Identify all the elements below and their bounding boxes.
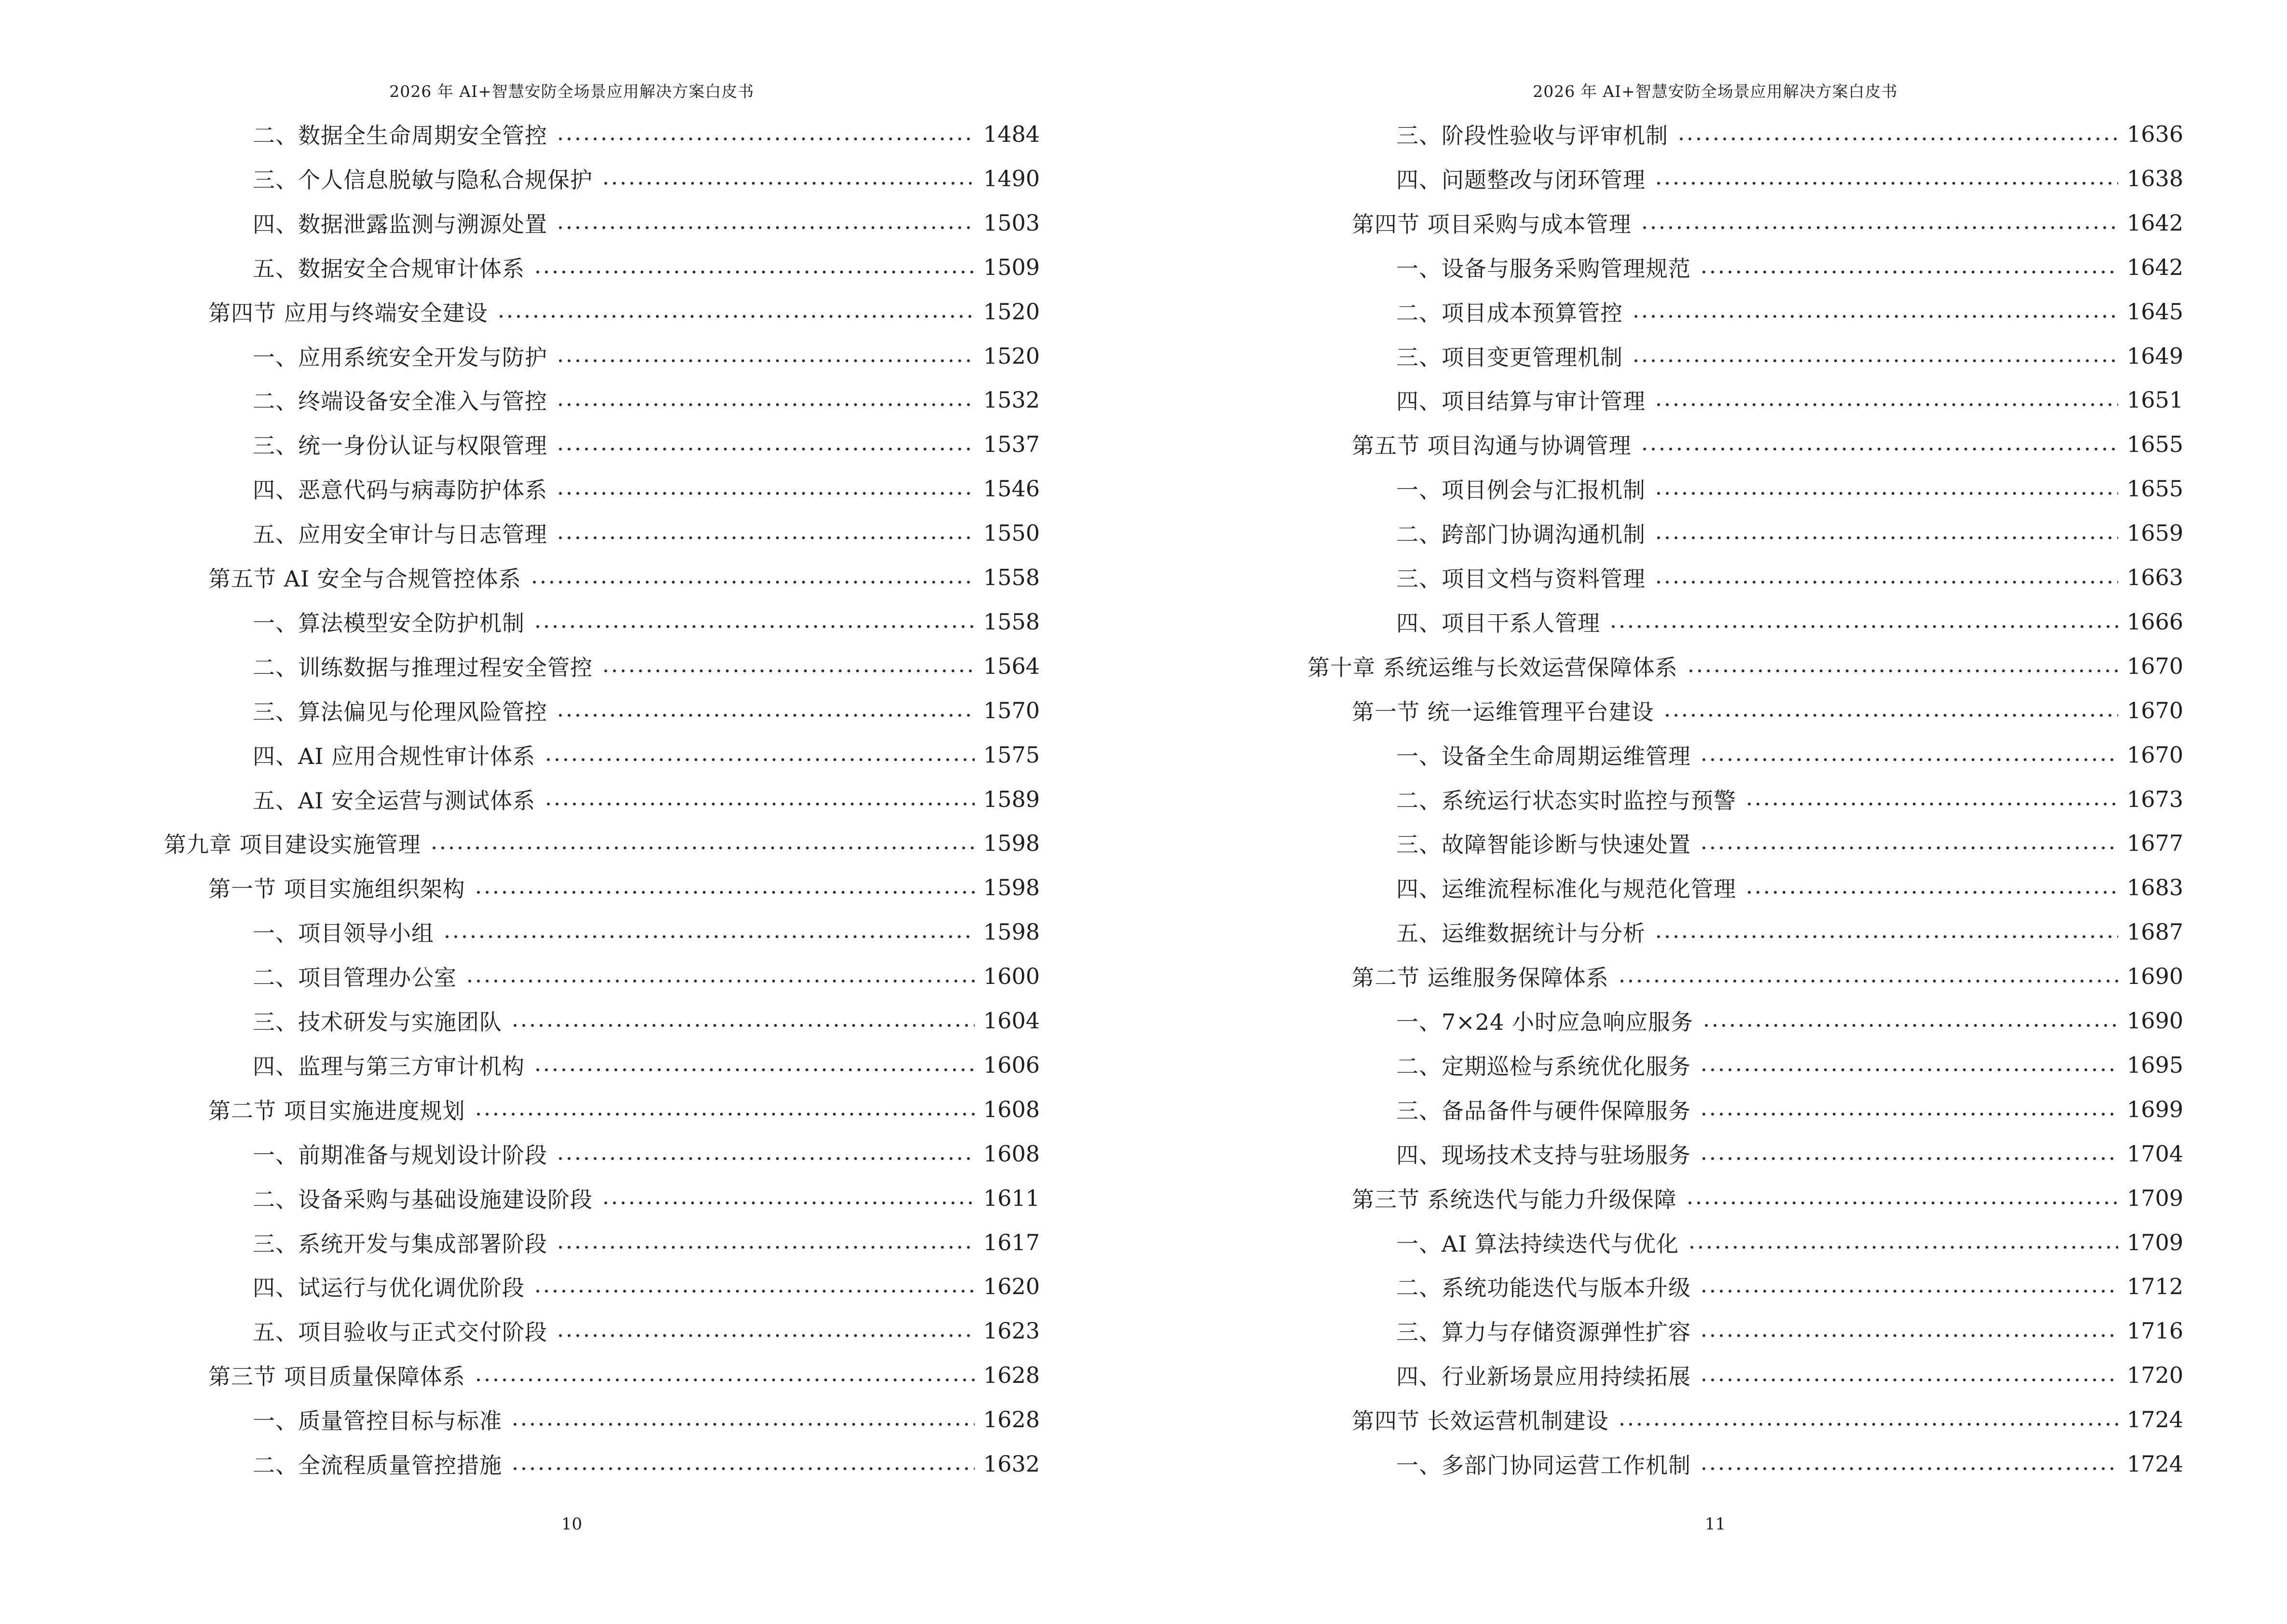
toc-entry — [253, 115, 1040, 153]
toc-entry-title: 三、备品备件与硬件保障服务 — [1396, 1097, 1691, 1124]
toc-entry-page: 1670 — [2126, 653, 2183, 679]
toc-entry-title: 一、多部门协同运营工作机制 — [1396, 1452, 1691, 1478]
toc-entry-page: 1623 — [983, 1318, 1040, 1344]
dot-leader — [556, 1332, 975, 1339]
toc-entry-page: 1600 — [983, 963, 1040, 990]
toc-entry-page: 1550 — [983, 520, 1040, 546]
toc-entry-page: 1628 — [983, 1362, 1040, 1389]
toc-entry-title: 一、设备全生命周期运维管理 — [1396, 743, 1691, 769]
toc-entry-title: 四、问题整改与闭环管理 — [1396, 166, 1646, 193]
toc-entry — [208, 1356, 1040, 1394]
toc-entry-page: 1558 — [983, 608, 1040, 635]
toc-entry-title: 二、训练数据与推理过程安全管控 — [253, 654, 593, 681]
toc-entry — [1307, 647, 2183, 685]
toc-entry-page: 1673 — [2126, 786, 2183, 812]
toc-entry-title: 三、阶段性验收与评审机制 — [1396, 123, 1668, 149]
toc-entry — [1396, 1090, 2183, 1129]
toc-entry-title: 三、故障智能诊断与快速处置 — [1396, 832, 1691, 858]
toc-entry-page: 1655 — [2126, 476, 2183, 502]
toc-entry-title: 五、AI 安全运营与测试体系 — [253, 787, 536, 814]
toc-entry-title: 四、试运行与优化调优阶段 — [253, 1275, 525, 1301]
toc-entry — [1396, 1046, 2183, 1084]
dot-leader — [1700, 1465, 2118, 1472]
toc-entry — [253, 1267, 1040, 1306]
right-page — [1144, 0, 2287, 1624]
dot-leader — [1700, 1155, 2118, 1162]
toc-entry-title: 第四节 应用与终端安全建设 — [208, 300, 488, 326]
toc-entry-page: 1695 — [2126, 1051, 2183, 1078]
dot-leader — [474, 889, 975, 896]
toc-entry — [253, 1179, 1040, 1217]
dot-leader — [474, 1111, 975, 1118]
toc-entry-title: 第五节 项目沟通与协调管理 — [1352, 433, 1632, 459]
toc-entry — [253, 381, 1040, 419]
toc-entry-page: 1520 — [983, 298, 1040, 325]
toc-entry-title: 二、定期巡检与系统优化服务 — [1396, 1053, 1691, 1079]
running-header: 2026 年 AI+智慧安防全场景应用解决方案白皮书 — [389, 82, 754, 101]
toc-entry-page: 1690 — [2126, 963, 2183, 990]
dot-leader — [1700, 269, 2118, 275]
toc-entry — [253, 691, 1040, 730]
toc-entry-title: 第一节 项目实施组织架构 — [208, 876, 465, 902]
dot-leader — [1632, 313, 2118, 320]
toc-entry-page: 1638 — [2126, 165, 2183, 191]
toc-entry-page: 1606 — [983, 1051, 1040, 1078]
toc-entry-title: 二、系统功能迭代与版本升级 — [1396, 1275, 1691, 1301]
toc-entry — [1352, 691, 2183, 730]
toc-entry-title: 三、项目文档与资料管理 — [1396, 566, 1646, 592]
toc-entry-page: 1632 — [983, 1451, 1040, 1477]
toc-entry — [1396, 736, 2183, 774]
dot-leader — [1700, 1288, 2118, 1295]
toc-entry-page: 1620 — [983, 1273, 1040, 1300]
toc-entry-title: 四、行业新场景应用持续拓展 — [1396, 1364, 1691, 1390]
toc-entry-title: 二、设备采购与基础设施建设阶段 — [253, 1186, 593, 1213]
toc-entry — [1396, 558, 2183, 597]
dot-leader — [1745, 801, 2118, 807]
toc-entry-title: 三、统一身份认证与权限管理 — [253, 433, 547, 459]
toc-entry — [1396, 1445, 2183, 1483]
toc-entry — [1396, 1223, 2183, 1262]
dot-leader — [556, 224, 975, 231]
toc-entry-page: 1670 — [2126, 697, 2183, 723]
toc-entry — [253, 602, 1040, 641]
toc-entry — [1396, 1267, 2183, 1306]
dot-leader — [1663, 712, 2118, 719]
dot-leader — [556, 490, 975, 497]
dot-leader — [1700, 756, 2118, 763]
dot-leader — [1640, 446, 2118, 452]
dot-leader — [1688, 1244, 2118, 1251]
dot-leader — [1618, 978, 2118, 984]
toc-entry-page: 1655 — [2126, 431, 2183, 458]
toc-entry — [253, 248, 1040, 287]
dot-leader — [1654, 401, 2118, 408]
dot-leader — [533, 1066, 975, 1073]
toc-entry-title: 第二节 项目实施进度规划 — [208, 1097, 465, 1124]
toc-entry-page: 1611 — [983, 1185, 1040, 1211]
toc-entry-title: 第五节 AI 安全与合规管控体系 — [208, 566, 521, 592]
toc-entry — [1352, 957, 2183, 996]
toc-entry-page: 1608 — [983, 1096, 1040, 1122]
toc-entry-page: 1642 — [2126, 209, 2183, 236]
toc-entry-page: 1564 — [983, 653, 1040, 679]
toc-entry — [253, 913, 1040, 951]
toc-entry-title: 二、数据全生命周期安全管控 — [253, 123, 547, 149]
toc-entry-title: 四、监理与第三方审计机构 — [253, 1053, 525, 1079]
toc-entry-title: 一、应用系统安全开发与防护 — [253, 344, 547, 370]
toc-entry-page: 1724 — [2126, 1406, 2183, 1433]
toc-entry — [1396, 824, 2183, 862]
toc-entry — [1352, 1400, 2183, 1439]
toc-entry-page: 1598 — [983, 874, 1040, 901]
toc-entry — [1396, 868, 2183, 907]
toc-entry-page: 1724 — [2126, 1451, 2183, 1477]
toc-entry-title: 五、应用安全审计与日志管理 — [253, 521, 547, 548]
dot-leader — [1686, 1200, 2118, 1206]
toc-entry — [253, 1046, 1040, 1084]
toc-entry-title: 一、算法模型安全防护机制 — [253, 610, 525, 636]
toc-entry — [1396, 1356, 2183, 1394]
dot-leader — [601, 668, 975, 674]
dot-leader — [530, 579, 975, 586]
toc-entry — [253, 514, 1040, 552]
dot-leader — [544, 756, 975, 763]
toc-entry-title: 二、系统运行状态实时监控与预警 — [1396, 787, 1736, 814]
dot-leader — [1745, 889, 2118, 896]
dot-leader — [511, 1421, 975, 1428]
toc-entry-page: 1704 — [2126, 1140, 2183, 1167]
toc-entry-page: 1659 — [2126, 520, 2183, 546]
toc-entry-page: 1575 — [983, 741, 1040, 768]
dot-leader — [1700, 1332, 2118, 1339]
dot-leader — [474, 1377, 975, 1383]
dot-leader — [1700, 1111, 2118, 1118]
toc-entry — [1396, 159, 2183, 198]
dot-leader — [556, 357, 975, 364]
toc-entry — [253, 1311, 1040, 1350]
toc-entry — [253, 425, 1040, 464]
toc-entry-page: 1651 — [2126, 387, 2183, 413]
dot-leader — [556, 401, 975, 408]
toc-entry-title: 四、数据泄露监测与溯源处置 — [253, 211, 547, 237]
toc-entry-page: 1720 — [2126, 1362, 2183, 1389]
toc-entry — [253, 647, 1040, 685]
toc-entry-page: 1712 — [2126, 1273, 2183, 1300]
toc-entry-page: 1709 — [2126, 1185, 2183, 1211]
toc-entry — [253, 1223, 1040, 1262]
dot-leader — [465, 978, 975, 984]
toc-entry-page: 1716 — [2126, 1318, 2183, 1344]
toc-entry-title: 一、项目领导小组 — [253, 920, 434, 947]
running-header: 2026 年 AI+智慧安防全场景应用解决方案白皮书 — [1533, 82, 1898, 101]
toc-entry-page: 1532 — [983, 387, 1040, 413]
toc-entry-page: 1666 — [2126, 608, 2183, 635]
toc-entry-title: 四、恶意代码与病毒防护体系 — [253, 477, 547, 504]
toc-entry-title: 一、7×24 小时应急响应服务 — [1396, 1009, 1693, 1035]
toc-entry-title: 二、项目管理办公室 — [253, 965, 457, 991]
toc-entry-page: 1645 — [2126, 298, 2183, 325]
toc-entry — [208, 1090, 1040, 1129]
dot-leader — [556, 1244, 975, 1251]
dot-leader — [1687, 668, 2118, 674]
page-number: 10 — [561, 1515, 583, 1534]
toc-entry-title: 四、项目结算与审计管理 — [1396, 388, 1646, 415]
dot-leader — [1609, 623, 2118, 630]
toc-entry — [1352, 425, 2183, 464]
toc-entry — [1396, 337, 2183, 375]
toc-entry — [1396, 1311, 2183, 1350]
dot-leader — [1654, 490, 2118, 497]
toc-entry-title: 第三节 系统迭代与能力升级保障 — [1352, 1186, 1677, 1213]
toc-entry-page: 1628 — [983, 1406, 1040, 1433]
toc-entry-page: 1690 — [2126, 1008, 2183, 1034]
toc-entry-title: 第十章 系统运维与长效运营保障体系 — [1307, 654, 1678, 681]
toc-entry-title: 二、跨部门协调沟通机制 — [1396, 521, 1646, 548]
toc-entry-page: 1636 — [2126, 121, 2183, 147]
toc-entry — [1396, 115, 2183, 153]
toc-entry-title: 一、AI 算法持续迭代与优化 — [1396, 1230, 1679, 1257]
dot-leader — [430, 845, 975, 851]
toc-entry — [1396, 1134, 2183, 1173]
toc-entry — [1396, 913, 2183, 951]
dot-leader — [443, 933, 975, 940]
toc-entry-title: 一、项目例会与汇报机制 — [1396, 477, 1646, 504]
dot-leader — [601, 180, 975, 187]
dot-leader — [1654, 933, 2118, 940]
toc-entry-page: 1546 — [983, 476, 1040, 502]
dot-leader — [556, 136, 975, 142]
dot-leader — [544, 801, 975, 807]
dot-leader — [533, 269, 975, 275]
toc-entry-title: 二、终端设备安全准入与管控 — [253, 388, 547, 415]
toc-entry — [253, 469, 1040, 508]
toc-entry-title: 五、项目验收与正式交付阶段 — [253, 1319, 547, 1346]
toc-entry-page: 1503 — [983, 209, 1040, 236]
dot-leader — [601, 1200, 975, 1206]
toc-entry-title: 第四节 长效运营机制建设 — [1352, 1408, 1609, 1434]
dot-leader — [1654, 180, 2118, 187]
toc-entry-title: 三、项目变更管理机制 — [1396, 344, 1623, 370]
toc-entry — [253, 1001, 1040, 1040]
toc-entry-page: 1598 — [983, 919, 1040, 945]
toc-entry — [253, 780, 1040, 819]
dot-leader — [1677, 136, 2118, 142]
dot-leader — [556, 534, 975, 541]
toc-entry-page: 1570 — [983, 697, 1040, 723]
toc-entry — [253, 1445, 1040, 1483]
toc-entry-page: 1558 — [983, 564, 1040, 590]
toc-entry — [1396, 248, 2183, 287]
toc-entry-title: 第四节 项目采购与成本管理 — [1352, 211, 1632, 237]
toc-entry-page: 1604 — [983, 1008, 1040, 1034]
dot-leader — [1618, 1421, 2118, 1428]
toc-entry-title: 四、项目干系人管理 — [1396, 610, 1600, 636]
toc-entry-title: 三、系统开发与集成部署阶段 — [253, 1230, 547, 1257]
toc-entry-title: 三、技术研发与实施团队 — [253, 1009, 502, 1035]
dot-leader — [1654, 579, 2118, 586]
dot-leader — [556, 1155, 975, 1162]
dot-leader — [1632, 357, 2118, 364]
toc-entry — [253, 957, 1040, 996]
dot-leader — [511, 1465, 975, 1472]
toc-entry-title: 四、AI 应用合规性审计体系 — [253, 743, 536, 769]
toc-entry-page: 1687 — [2126, 919, 2183, 945]
toc-entry — [253, 204, 1040, 242]
toc-entry — [253, 1134, 1040, 1173]
dot-leader — [533, 1288, 975, 1295]
toc-entry-page: 1589 — [983, 786, 1040, 812]
toc-entry — [1396, 602, 2183, 641]
toc-entry-title: 第三节 项目质量保障体系 — [208, 1364, 465, 1390]
toc-entry-page: 1670 — [2126, 741, 2183, 768]
toc-entry-page: 1608 — [983, 1140, 1040, 1167]
toc-entry — [208, 558, 1040, 597]
toc-entry-page: 1699 — [2126, 1096, 2183, 1122]
toc-entry-page: 1537 — [983, 431, 1040, 458]
toc-entry-title: 一、前期准备与规划设计阶段 — [253, 1142, 547, 1168]
toc-entry-title: 一、质量管控目标与标准 — [253, 1408, 502, 1434]
toc-entry — [253, 1400, 1040, 1439]
toc-entry — [253, 337, 1040, 375]
dot-leader — [497, 313, 975, 320]
toc-entry — [1352, 1179, 2183, 1217]
dot-leader — [1700, 1066, 2118, 1073]
toc-entry — [208, 868, 1040, 907]
toc-entry-title: 四、现场技术支持与驻场服务 — [1396, 1142, 1691, 1168]
toc-entry-page: 1617 — [983, 1229, 1040, 1256]
toc-entry — [253, 159, 1040, 198]
toc-entry-page: 1490 — [983, 165, 1040, 191]
dot-leader — [1700, 845, 2118, 851]
toc-entry — [1352, 204, 2183, 242]
dot-leader — [556, 712, 975, 719]
toc-entry — [1396, 514, 2183, 552]
toc-entry-page: 1642 — [2126, 254, 2183, 280]
toc-entry — [1396, 1001, 2183, 1040]
toc-entry-title: 二、全流程质量管控措施 — [253, 1452, 502, 1478]
toc-entry-title: 三、个人信息脱敏与隐私合规保护 — [253, 166, 593, 193]
toc-entry-page: 1677 — [2126, 830, 2183, 857]
toc-entry-title: 五、运维数据统计与分析 — [1396, 920, 1646, 947]
dot-leader — [1702, 1022, 2118, 1029]
dot-leader — [1654, 534, 2118, 541]
toc-entry — [164, 824, 1040, 862]
toc-entry-page: 1709 — [2126, 1229, 2183, 1256]
toc-entry-page: 1520 — [983, 342, 1040, 369]
toc-entry-page: 1484 — [983, 121, 1040, 147]
toc-entry — [1396, 780, 2183, 819]
toc-entry-title: 二、项目成本预算管控 — [1396, 300, 1623, 326]
toc-entry-title: 四、运维流程标准化与规范化管理 — [1396, 876, 1736, 902]
toc-entry-title: 三、算力与存储资源弹性扩容 — [1396, 1319, 1691, 1346]
toc-entry-page: 1598 — [983, 830, 1040, 857]
dot-leader — [556, 446, 975, 452]
dot-leader — [533, 623, 975, 630]
toc-entry-page: 1649 — [2126, 342, 2183, 369]
toc-entry — [1396, 469, 2183, 508]
toc-entry-title: 三、算法偏见与伦理风险管控 — [253, 698, 547, 725]
toc-entry — [253, 736, 1040, 774]
toc-entry-page: 1509 — [983, 254, 1040, 280]
toc-entry-title: 一、设备与服务采购管理规范 — [1396, 255, 1691, 282]
dot-leader — [511, 1022, 975, 1029]
toc-entry — [1396, 292, 2183, 331]
toc-entry-title: 五、数据安全合规审计体系 — [253, 255, 525, 282]
toc-entry — [1396, 381, 2183, 419]
toc-entry-title: 第九章 项目建设实施管理 — [164, 832, 421, 858]
page-number: 11 — [1704, 1515, 1726, 1534]
toc-entry-page: 1663 — [2126, 564, 2183, 590]
toc-entry-title: 第二节 运维服务保障体系 — [1352, 965, 1609, 991]
toc-entry — [208, 292, 1040, 331]
dot-leader — [1640, 224, 2118, 231]
toc-entry-title: 第一节 统一运维管理平台建设 — [1352, 698, 1654, 725]
toc-entry-page: 1683 — [2126, 874, 2183, 901]
dot-leader — [1700, 1377, 2118, 1383]
